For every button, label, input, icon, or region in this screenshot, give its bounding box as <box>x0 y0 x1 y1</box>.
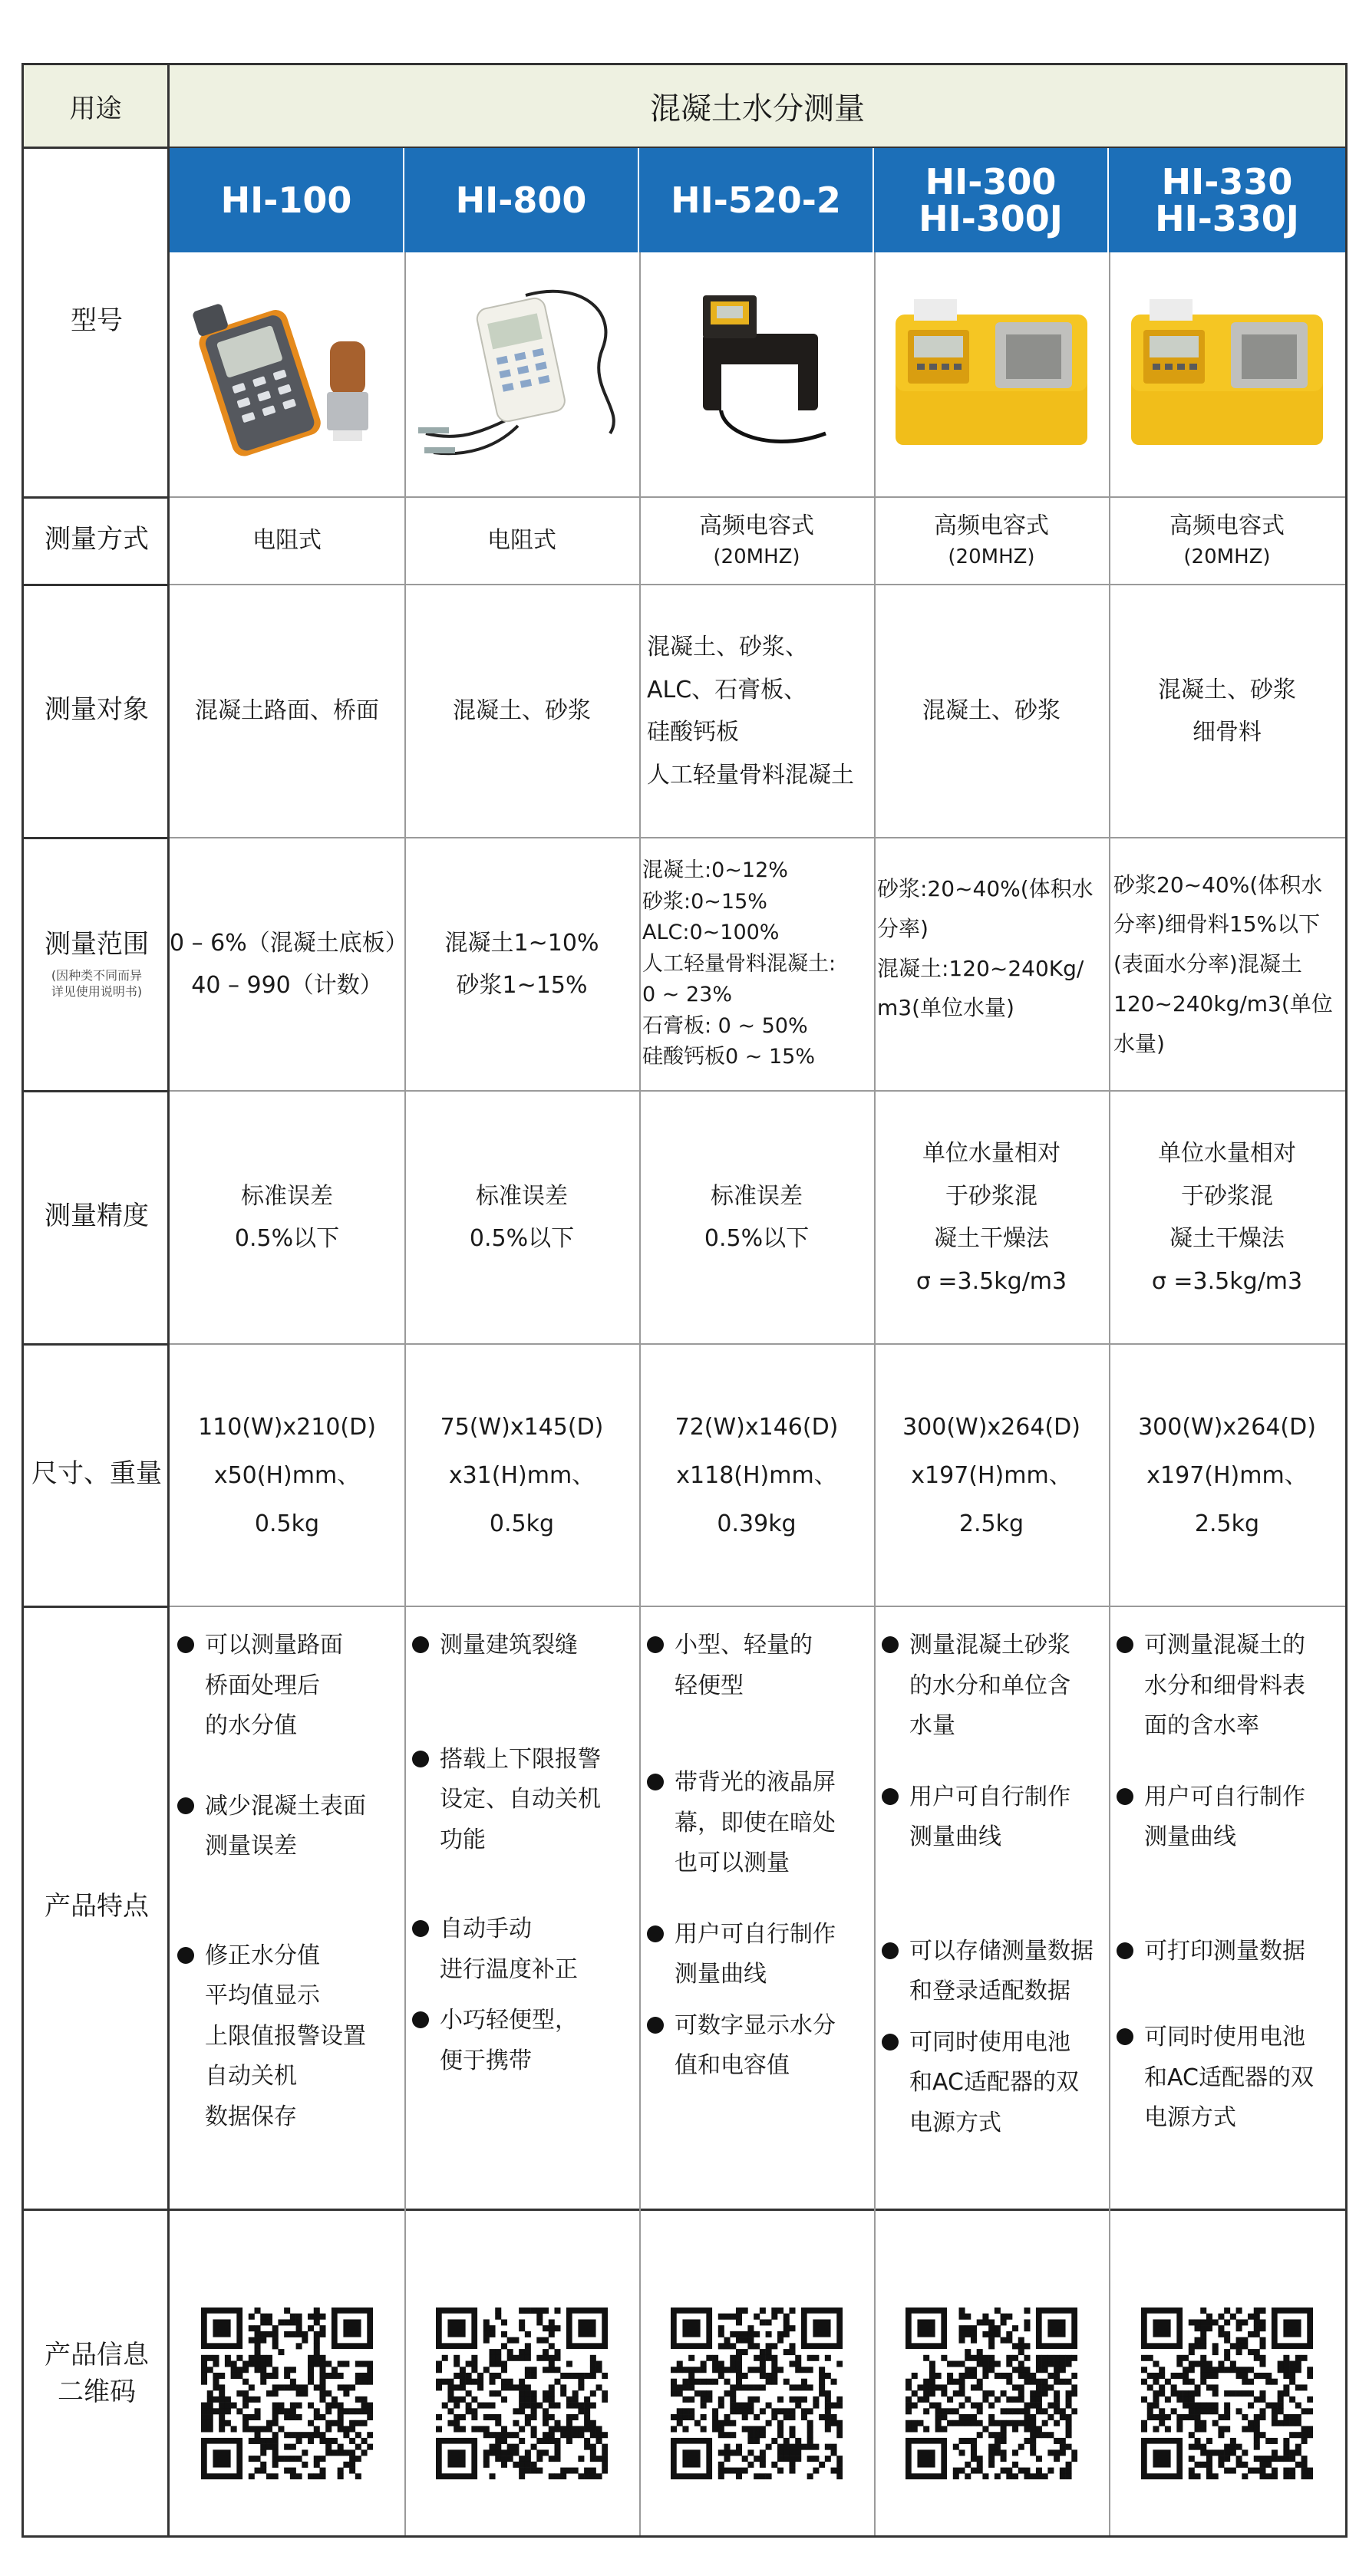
row-label-range <box>24 837 170 1090</box>
row-label-range-text: 测量范围 <box>45 929 149 960</box>
model-header-hi-330 <box>1109 148 1345 252</box>
range-line: 分率)细骨料15%以下 <box>1113 911 1321 937</box>
feature-line: 数据保存 <box>205 2103 297 2130</box>
feature-line: 测量曲线 <box>675 1961 767 1988</box>
usage-label: 用途 <box>24 65 170 147</box>
range-cell <box>1109 838 1345 1090</box>
range-line: 砂浆:0~15% <box>642 889 767 914</box>
size-line: 2.5kg <box>958 1510 1024 1537</box>
feature-list <box>404 1622 639 2225</box>
accuracy-cell <box>639 1092 874 1343</box>
method-cell <box>404 498 639 584</box>
target-line: 人工轻量骨料混凝土 <box>647 761 854 789</box>
feature-item <box>174 1936 400 2138</box>
size-line: x31(H)mm、 <box>448 1461 595 1489</box>
feature-item <box>174 1787 400 1867</box>
feature-line: 修正水分值 <box>205 1942 320 1969</box>
accuracy-line: σ =3.5kg/m3 <box>915 1267 1067 1295</box>
range-cell <box>874 838 1109 1090</box>
range-line: 砂浆:20~40%(体积水 <box>877 876 1094 901</box>
model-name: HI-800 <box>455 179 587 221</box>
size-line: 300(W)x264(D) <box>902 1413 1080 1441</box>
method-text: 高频电容式 <box>699 512 814 540</box>
row-label-method: 测量方式 <box>45 524 149 555</box>
feature-line: 测量混凝土砂浆 <box>909 1632 1070 1659</box>
feature-item <box>879 1626 1104 1747</box>
divider <box>24 496 170 499</box>
feature-line: 和AC适配器的双 <box>1144 2064 1314 2091</box>
target-line: 细骨料 <box>1193 719 1262 746</box>
size-cell <box>639 1345 874 1606</box>
target-line: 混凝土、砂浆、 <box>647 634 808 660</box>
benchtop-meter-icon <box>1116 284 1338 460</box>
feature-line: 电源方式 <box>1144 2104 1236 2131</box>
feature-line: 面的含水率 <box>1144 1712 1259 1739</box>
feature-line: 自动关机 <box>205 2063 297 2090</box>
target-cell <box>639 585 874 837</box>
model-name: HI-520-2 <box>671 179 841 221</box>
feature-list <box>639 1622 874 2225</box>
feature-line: 电源方式 <box>909 2109 1001 2136</box>
qr-code-hi-100[interactable] <box>170 2305 404 2482</box>
qr-code-icon <box>201 2308 373 2479</box>
feature-line: 小型、轻量的 <box>675 1632 813 1659</box>
feature-line: 上限值报警设置 <box>205 2022 366 2050</box>
row-label-size: 尺寸、重量 <box>31 1458 162 1490</box>
qr-code-icon <box>671 2308 843 2479</box>
capacitance-meter-icon <box>657 280 856 464</box>
feature-list <box>170 1622 404 2225</box>
size-line: 0.39kg <box>717 1510 797 1537</box>
product-image-hi-100 <box>170 257 404 487</box>
model-name-alt: HI-330J <box>1155 198 1299 239</box>
range-line: 120~240kg/m3(单位 <box>1113 990 1333 1016</box>
range-line: 混凝土1~10% <box>444 929 599 957</box>
feature-item <box>174 1626 400 1747</box>
range-line: 砂浆1~15% <box>456 972 588 999</box>
feature-line: 小巧轻便型， <box>440 2007 578 2034</box>
feature-line: 用户可自行制作 <box>909 1783 1070 1810</box>
target-cell <box>1109 585 1345 837</box>
feature-item <box>644 1763 869 1884</box>
method-frequency: (20MHZ) <box>713 545 800 568</box>
range-note-line-2: 详见使用说明书) <box>51 983 143 999</box>
row-label-qr-line-2: 二维码 <box>58 2377 136 2407</box>
qr-code-hi-800[interactable] <box>404 2305 639 2482</box>
accuracy-line: 标准误差 <box>711 1182 803 1210</box>
model-name: HI-100 <box>220 179 352 221</box>
range-line: 水量) <box>1113 1030 1165 1056</box>
feature-line: 可测量混凝土的 <box>1144 1632 1305 1659</box>
accuracy-cell <box>874 1092 1109 1343</box>
feature-item <box>409 1909 635 1990</box>
qr-code-icon <box>436 2308 608 2479</box>
feature-line: 水分和细骨料表 <box>1144 1672 1305 1699</box>
size-line: x118(H)mm、 <box>676 1461 837 1489</box>
accuracy-line: 标准误差 <box>241 1182 333 1210</box>
feature-line: 幕，即使在暗处 <box>675 1809 836 1836</box>
size-line: 110(W)x210(D) <box>198 1413 376 1441</box>
feature-line: 功能 <box>440 1826 486 1853</box>
feature-item <box>644 1626 869 1706</box>
feature-line: 可以存储测量数据 <box>909 1937 1094 1965</box>
moisture-meter-icon <box>180 288 394 456</box>
target-line: 混凝土、砂浆 <box>922 697 1061 725</box>
feature-list <box>874 1622 1109 2225</box>
qr-code-hi-330[interactable] <box>1109 2305 1345 2482</box>
range-line: 0 – 6%（混凝土底板） <box>170 929 408 957</box>
range-line: 分率) <box>877 915 929 941</box>
method-cell <box>170 498 404 584</box>
product-image-hi-300 <box>874 257 1109 487</box>
size-line: x197(H)mm、 <box>911 1461 1072 1489</box>
range-note-line-1: (因种类不同而异 <box>51 968 143 983</box>
accuracy-line: 0.5%以下 <box>234 1225 340 1252</box>
feature-line: 进行温度补正 <box>440 1955 578 1983</box>
row-label-qr <box>24 2209 170 2540</box>
feature-item <box>409 1740 635 1861</box>
accuracy-line: 于砂浆混 <box>1181 1182 1273 1210</box>
range-line: 40 – 990（计数） <box>191 972 383 999</box>
feature-item <box>644 2006 869 2087</box>
accuracy-line: 凝土干燥法 <box>1169 1225 1285 1252</box>
divider <box>24 1090 170 1092</box>
feature-item <box>409 2001 635 2081</box>
feature-line: 测量误差 <box>205 1833 297 1860</box>
target-cell <box>404 585 639 837</box>
feature-line: 可打印测量数据 <box>1144 1937 1305 1965</box>
feature-line: 和登录适配数据 <box>909 1978 1070 2004</box>
feature-line: 可同时使用电池 <box>909 2028 1070 2056</box>
range-note <box>51 968 142 1000</box>
accuracy-cell <box>170 1092 404 1343</box>
model-header-hi-300 <box>874 148 1109 252</box>
accuracy-line: 单位水量相对 <box>1158 1140 1296 1167</box>
feature-line: 自动手动 <box>440 1916 532 1942</box>
accuracy-cell <box>404 1092 639 1343</box>
feature-line: 和AC适配器的双 <box>909 2069 1079 2096</box>
method-text: 高频电容式 <box>934 512 1049 540</box>
method-text: 电阻式 <box>252 527 322 555</box>
feature-item <box>1113 2018 1341 2139</box>
feature-line: 值和电容值 <box>675 2052 790 2079</box>
size-line: x50(H)mm、 <box>213 1461 361 1489</box>
target-line: 混凝土路面、桥面 <box>195 697 379 725</box>
feature-line: 测量曲线 <box>909 1823 1001 1850</box>
product-image-hi-330 <box>1109 257 1345 487</box>
target-line: 硅酸钙板 <box>647 719 739 746</box>
size-cell <box>874 1345 1109 1606</box>
target-line: ALC、石膏板、 <box>647 676 807 703</box>
feature-line: 的水分和单位含 <box>909 1672 1070 1699</box>
divider <box>24 1606 170 1608</box>
range-line: m3(单位水量) <box>877 995 1014 1021</box>
row-label-model: 型号 <box>71 305 123 337</box>
target-line: 混凝土、砂浆 <box>1158 676 1296 703</box>
feature-line: 便于携带 <box>440 2047 532 2074</box>
feature-line: 桥面处理后 <box>205 1672 320 1699</box>
divider <box>24 837 170 839</box>
model-name: HI-300 <box>925 160 1057 203</box>
feature-line: 带背光的液晶屏 <box>675 1769 836 1796</box>
size-cell <box>1109 1345 1345 1606</box>
range-line: 混凝土:0~12% <box>642 858 788 883</box>
divider <box>24 1343 170 1346</box>
feature-line: 测量建筑裂缝 <box>440 1632 578 1659</box>
target-cell <box>874 585 1109 837</box>
model-header-hi-100 <box>170 148 404 252</box>
method-cell <box>639 498 874 584</box>
feature-line: 水量 <box>909 1712 955 1739</box>
feature-line: 设定、自动关机 <box>440 1786 601 1813</box>
size-cell <box>404 1345 639 1606</box>
accuracy-line: 单位水量相对 <box>922 1140 1061 1167</box>
accuracy-cell <box>1109 1092 1345 1343</box>
feature-line: 减少混凝土表面 <box>205 1792 366 1820</box>
handheld-tester-icon <box>411 280 633 464</box>
target-line: 混凝土、砂浆 <box>453 697 591 725</box>
qr-code-hi-300[interactable] <box>874 2305 1109 2482</box>
method-cell <box>1109 498 1345 584</box>
size-line: 72(W)x146(D) <box>675 1413 839 1441</box>
row-label-accuracy: 测量精度 <box>45 1201 149 1232</box>
feature-line: 可以测量路面 <box>205 1632 343 1659</box>
method-frequency: (20MHZ) <box>948 545 1035 568</box>
qr-code-icon <box>1141 2308 1313 2479</box>
benchtop-meter-icon <box>880 284 1103 460</box>
size-line: 75(W)x145(D) <box>440 1413 604 1441</box>
range-cell <box>639 838 874 1090</box>
feature-item <box>644 1915 869 1995</box>
feature-line: 轻便型 <box>675 1672 744 1699</box>
feature-line: 用户可自行制作 <box>675 1920 836 1948</box>
feature-item <box>1113 1626 1341 1747</box>
divider <box>24 584 170 586</box>
range-line: 人工轻量骨料混凝土: <box>642 951 836 976</box>
qr-code-icon <box>906 2308 1077 2479</box>
method-frequency: (20MHZ) <box>1183 545 1271 568</box>
feature-item <box>879 1932 1104 2012</box>
size-line: 0.5kg <box>489 1510 555 1537</box>
feature-line: 可数字显示水分 <box>675 2011 836 2039</box>
feature-line: 的水分值 <box>205 1712 297 1739</box>
row-label-features: 产品特点 <box>45 1891 149 1922</box>
feature-line: 也可以测量 <box>675 1850 790 1876</box>
qr-code-hi-520-2[interactable] <box>639 2305 874 2482</box>
feature-item <box>879 2023 1104 2144</box>
method-cell <box>874 498 1109 584</box>
feature-line: 平均值显示 <box>205 1982 320 2009</box>
range-line: 0 ~ 23% <box>642 983 732 1007</box>
divider <box>170 1606 1345 1607</box>
size-line: 300(W)x264(D) <box>1138 1413 1316 1441</box>
accuracy-line: 凝土干燥法 <box>934 1225 1049 1252</box>
target-cell <box>170 585 404 837</box>
row-label-column <box>24 147 170 2535</box>
range-line: ALC:0~100% <box>642 921 780 945</box>
range-line: 石膏板: 0 ~ 50% <box>642 1013 808 1038</box>
size-cell <box>170 1345 404 1606</box>
row-label-qr-line-1: 产品信息 <box>45 2340 149 2371</box>
feature-line: 测量曲线 <box>1144 1823 1236 1850</box>
model-header-hi-800 <box>404 148 639 252</box>
size-line: 2.5kg <box>1194 1510 1260 1537</box>
range-cell <box>170 838 408 1090</box>
range-line: (表面水分率)混凝土 <box>1113 951 1302 977</box>
range-line: 硅酸钙板0 ~ 15% <box>642 1045 815 1069</box>
feature-item <box>1113 1777 1341 1858</box>
model-name-alt: HI-300J <box>919 198 1063 239</box>
feature-item <box>1113 1932 1341 1972</box>
feature-list <box>1109 1622 1345 2225</box>
product-image-hi-520-2 <box>639 257 874 487</box>
spec-table <box>21 63 1348 2538</box>
method-text: 电阻式 <box>487 527 556 555</box>
accuracy-line: 于砂浆混 <box>945 1182 1037 1210</box>
model-name: HI-330 <box>1161 160 1293 203</box>
product-image-hi-800 <box>404 257 639 487</box>
feature-item <box>879 1777 1104 1858</box>
feature-item <box>409 1626 635 1666</box>
size-line: 0.5kg <box>254 1510 320 1537</box>
range-line: 混凝土:120~240Kg/ <box>877 955 1084 981</box>
range-line: 砂浆20~40%(体积水 <box>1113 871 1323 898</box>
size-line: x197(H)mm、 <box>1146 1461 1308 1489</box>
model-header-hi-520-2 <box>639 148 874 252</box>
accuracy-line: σ =3.5kg/m3 <box>1151 1267 1303 1295</box>
feature-line: 用户可自行制作 <box>1144 1783 1305 1810</box>
accuracy-line: 标准误差 <box>476 1182 568 1210</box>
usage-value: 混凝土水分测量 <box>650 91 865 127</box>
method-text: 高频电容式 <box>1169 512 1285 540</box>
feature-line: 可同时使用电池 <box>1144 2024 1305 2051</box>
usage-row <box>24 65 1345 149</box>
row-label-target: 测量对象 <box>45 694 149 726</box>
feature-line: 搭载上下限报警 <box>440 1745 601 1773</box>
accuracy-line: 0.5%以下 <box>469 1225 575 1252</box>
accuracy-line: 0.5%以下 <box>704 1225 810 1252</box>
range-cell <box>404 838 639 1090</box>
